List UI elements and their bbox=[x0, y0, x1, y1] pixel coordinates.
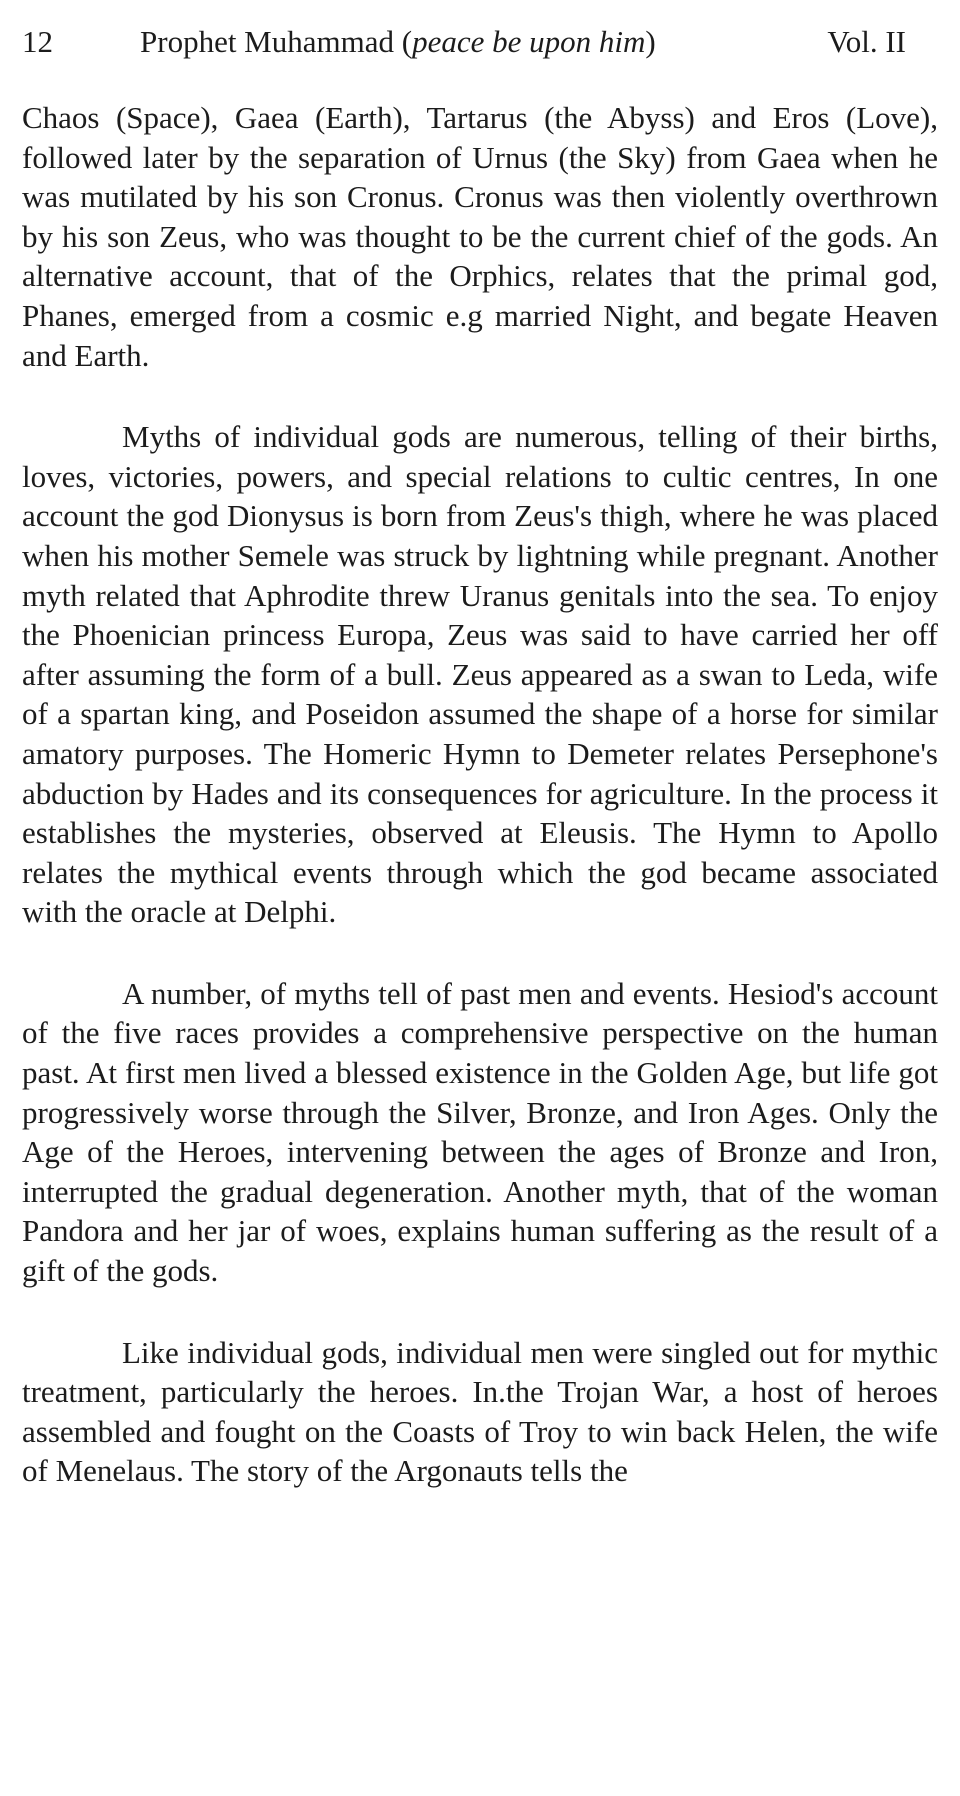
paragraph-heroes: Like individual gods, individual men were singled out for mythic treatment, particularly the heroes. In.the Trojan War, a host of heroes assembled and fought on the Coasts of Troy to win back Helen, the wife of Menelaus. The story of the Argonauts tells the bbox=[22, 1334, 938, 1489]
paragraph-past-men-events: A number, of myths tell of past men and events. Hesiod's account of the five races provides a comprehensive perspective on the human past. At first men lived a blessed existence in the Golden Age, but life got progressively worse through the Silver, Bronze, and Iron Ages. Only the Age of the Heroes, intervening between the ages of Bronze and Iron, interrupted the gradual degeneration. Another myth, that of the woman Pandora and her jar of woes, explains human suffering as the result of a gift of the gods. bbox=[22, 975, 938, 1289]
paragraph-creation-myths: Chaos (Space), Gaea (Earth), Tartarus (the Abyss) and Eros (Love), followed later by the separation of Urnus (the Sky) from Gaea when he was mutilated by his son Cronus. Cronus was then violently overthrown by his son Zeus, who was thought to be the current chief of the gods. An alternative account, that of the Orphics, relates that the primal god, Phanes, emerged from a cosmic e.g married Night, and begate Heaven and Earth. bbox=[22, 100, 938, 373]
page-number: 12 bbox=[22, 24, 53, 59]
volume-label: Vol. II bbox=[827, 24, 906, 59]
book-title-main: Prophet Muhammad bbox=[140, 24, 394, 59]
body-text bbox=[22, 98, 938, 1533]
running-header bbox=[22, 20, 916, 64]
book-title-honorific: peace be upon him bbox=[412, 24, 646, 59]
paragraph-individual-gods: Myths of individual gods are numerous, telling of their births, loves, victories, powers, and special relations to cultic centres, In one account the god Dionysus is born from Zeus's thigh, where he was placed when his mother Semele was struck by lightning while pregnant. Another myth related that Aphrodite threw Uranus genitals into the sea. To enjoy the Phoenician princess Europa, Zeus was said to have carried her off after assuming the form of a bull. Zeus appeared as a swan to Leda, wife of a spartan king, and Poseidon assumed the shape of a horse for similar amatory purposes. The Homeric Hymn to Demeter relates Persephone's abduction by Hades and its consequences for agriculture. In the process it establishes the mysteries, observed at Eleusis. The Hymn to Apollo relates the mythical events through which the god became associated with the oracle at Delphi. bbox=[22, 419, 938, 930]
book-title: Prophet Muhammad (peace be upon him) bbox=[140, 24, 656, 59]
